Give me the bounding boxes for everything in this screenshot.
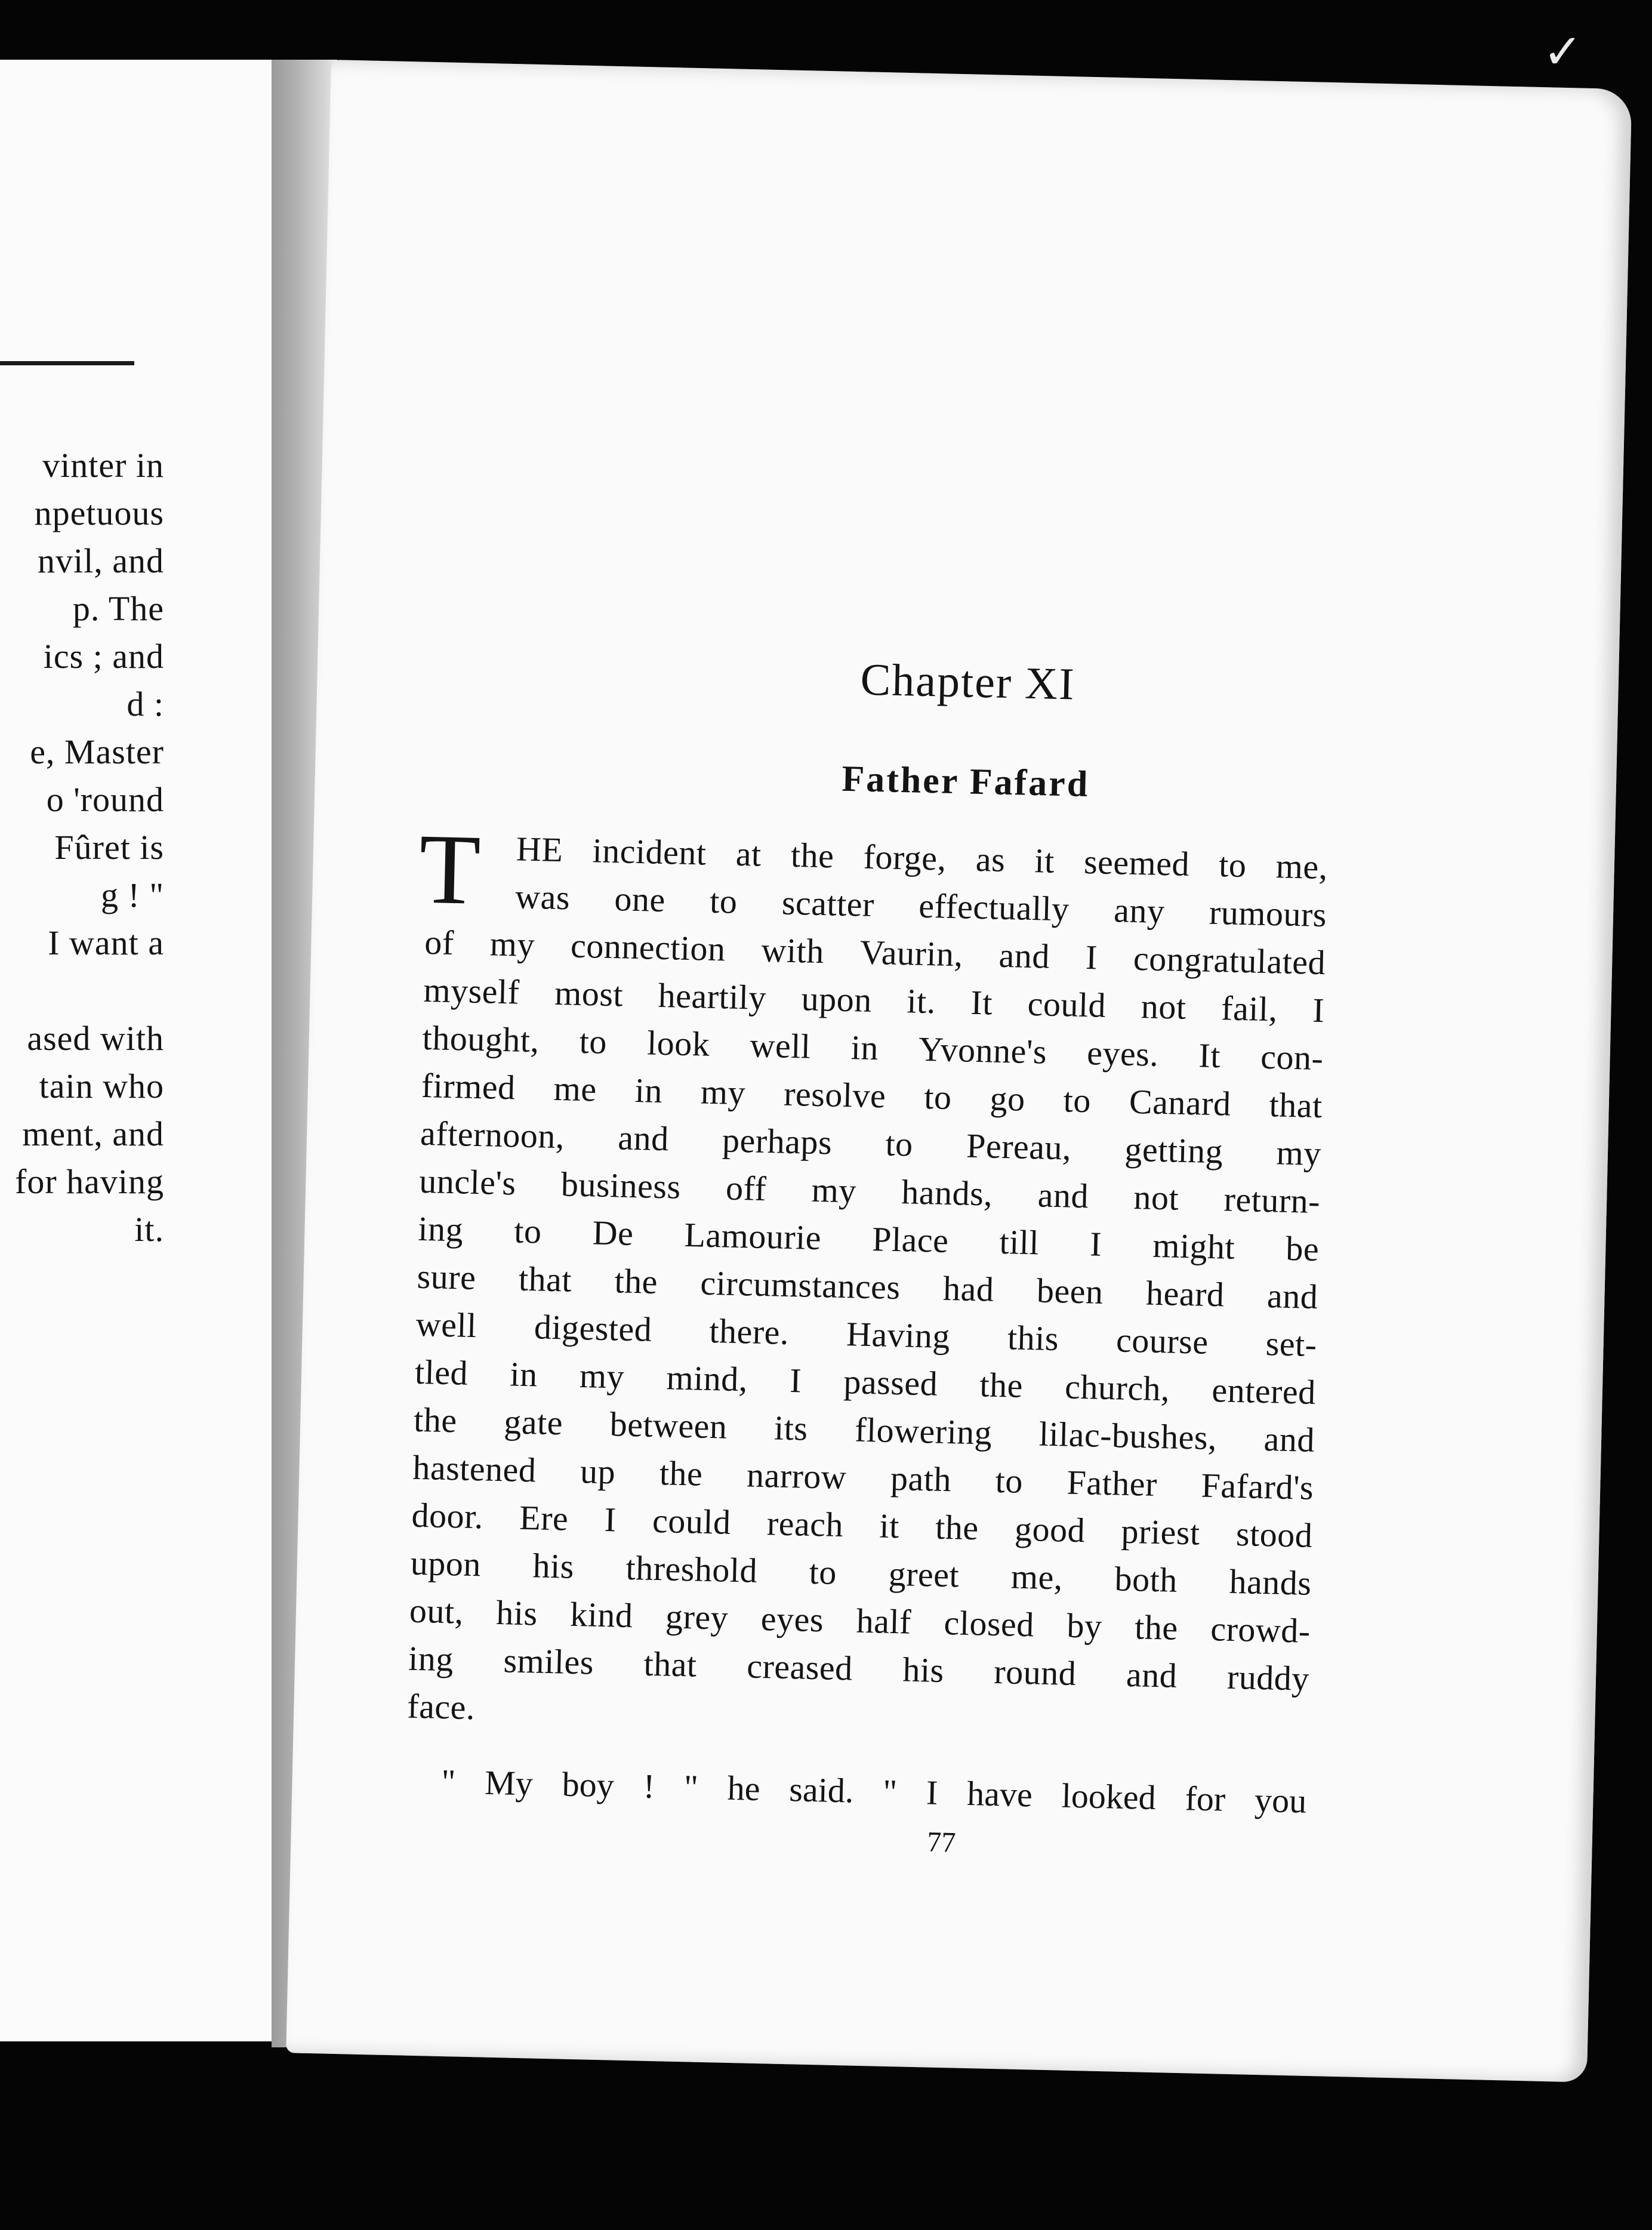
word: flowering: [854, 1410, 993, 1452]
left-page-line: I want a: [48, 923, 164, 962]
word: perhaps: [722, 1120, 833, 1162]
word: half: [856, 1601, 912, 1641]
word: myself: [423, 970, 520, 1012]
word: of: [424, 922, 455, 963]
word: to: [1218, 845, 1247, 885]
word: in: [634, 1070, 663, 1111]
word: I: [604, 1500, 617, 1539]
left-page-line: npetuous: [34, 494, 164, 532]
word: round: [993, 1652, 1077, 1693]
word: ": [440, 1761, 457, 1801]
word: Having: [846, 1314, 951, 1356]
word: ing: [417, 1209, 464, 1249]
word: well: [415, 1304, 477, 1345]
word: grey: [665, 1597, 729, 1637]
word: the: [979, 1365, 1024, 1405]
word: Vaurin,: [859, 932, 964, 974]
word: his: [495, 1593, 538, 1633]
word: Place: [871, 1219, 950, 1260]
word: to: [809, 1552, 837, 1592]
right-page: [286, 60, 1632, 2083]
word: threshold: [625, 1548, 758, 1590]
word: have: [966, 1773, 1033, 1815]
word: mind,: [665, 1358, 748, 1399]
word: his: [902, 1650, 945, 1690]
word: look: [646, 1023, 711, 1064]
word: fail,: [1220, 988, 1278, 1029]
word: Canard: [1129, 1082, 1232, 1123]
word: any: [1113, 891, 1166, 931]
word: narrow: [746, 1455, 847, 1497]
word: boy: [562, 1764, 615, 1805]
left-page-line: o 'round: [46, 780, 164, 819]
chapter-title: Father Fafard: [841, 758, 1090, 805]
word: in: [509, 1354, 538, 1394]
word: connection: [570, 926, 726, 969]
word: the: [614, 1261, 658, 1301]
word: return-: [1223, 1179, 1321, 1221]
word: reach: [766, 1504, 844, 1545]
left-page-line: g ! ": [101, 876, 164, 914]
word: kind: [569, 1594, 634, 1635]
word: I: [1312, 990, 1325, 1030]
left-page-line: tain who: [39, 1067, 164, 1105]
word: looked: [1061, 1776, 1157, 1818]
word: creased: [746, 1646, 853, 1688]
left-page-line: d :: [127, 685, 164, 723]
word: off: [725, 1168, 767, 1209]
word: both: [1114, 1559, 1178, 1600]
word: might: [1152, 1225, 1235, 1267]
word: eyes.: [1086, 1033, 1160, 1074]
word: me: [553, 1068, 597, 1109]
word: getting: [1124, 1129, 1223, 1171]
word: and: [998, 935, 1050, 976]
word: Lamourie: [683, 1215, 822, 1258]
word: in: [850, 1028, 879, 1068]
word: Yvonne's: [918, 1029, 1047, 1071]
word: out,: [409, 1591, 464, 1631]
word: hands,: [901, 1172, 993, 1213]
word: up: [580, 1452, 616, 1492]
word: passed: [843, 1362, 938, 1403]
word: had: [942, 1268, 995, 1309]
left-page-line: nvil, and: [38, 541, 164, 580]
word: church,: [1064, 1367, 1170, 1409]
section-divider-rule: [0, 361, 134, 365]
word: forge,: [863, 837, 947, 878]
chapter-heading: Chapter XI: [859, 654, 1076, 710]
word: course: [1115, 1320, 1209, 1362]
word: as: [975, 839, 1006, 879]
word: Father: [1067, 1462, 1158, 1504]
word: smiles: [503, 1641, 594, 1682]
word: by: [1066, 1606, 1103, 1646]
word: con-: [1260, 1037, 1324, 1078]
word: tled: [414, 1352, 469, 1393]
word: not: [1141, 987, 1187, 1027]
word: path: [890, 1458, 952, 1499]
left-page-line: e, Master: [30, 732, 164, 771]
word: the: [1134, 1607, 1179, 1647]
word: this: [1007, 1318, 1059, 1359]
word: to: [1063, 1080, 1092, 1120]
word: he: [727, 1768, 761, 1809]
word: resolve: [783, 1074, 886, 1116]
word: heartily: [658, 975, 767, 1017]
word: to: [884, 1124, 914, 1164]
word: set-: [1265, 1324, 1318, 1365]
word: hastened: [412, 1447, 537, 1490]
drop-cap: T: [418, 813, 482, 926]
left-page-line: p. The: [72, 589, 164, 628]
left-page-line: Fûret is: [54, 828, 164, 867]
word: upon: [801, 979, 873, 1019]
word: stood: [1235, 1514, 1313, 1555]
page-number: 77: [926, 1826, 957, 1859]
word: and: [1266, 1276, 1319, 1317]
word: you: [1254, 1780, 1307, 1821]
word: to: [923, 1077, 953, 1117]
word: business: [560, 1165, 682, 1206]
word: crowd-: [1210, 1609, 1311, 1650]
chapter-body: [406, 813, 1329, 1751]
word: sure: [417, 1256, 477, 1298]
word: ing: [408, 1638, 454, 1679]
word: that: [1268, 1085, 1323, 1126]
word: Fafard's: [1200, 1465, 1314, 1507]
word: and: [1037, 1175, 1089, 1216]
word: effectually: [918, 886, 1070, 929]
word: at: [735, 834, 762, 874]
word: with: [761, 930, 825, 971]
word: ": [683, 1767, 699, 1807]
word: to: [709, 881, 738, 921]
word: It: [1198, 1036, 1221, 1076]
word: eyes: [760, 1599, 824, 1640]
word: I: [789, 1361, 802, 1400]
word: not: [1133, 1178, 1179, 1218]
word: my: [811, 1170, 857, 1211]
word: and: [1126, 1655, 1178, 1695]
word: his: [532, 1546, 575, 1586]
word: good: [1014, 1509, 1086, 1550]
word: hands: [1228, 1561, 1312, 1603]
word: its: [773, 1408, 809, 1448]
word: my: [489, 924, 535, 965]
word: afternoon,: [420, 1113, 565, 1156]
word: Pereau,: [966, 1126, 1072, 1168]
word: go: [989, 1079, 1026, 1119]
word: priest: [1121, 1511, 1201, 1553]
word: entered: [1211, 1370, 1317, 1412]
word: to: [513, 1211, 543, 1251]
word: I: [926, 1773, 939, 1812]
word: there.: [708, 1311, 790, 1352]
word: heard: [1145, 1273, 1225, 1314]
word: uncle's: [418, 1161, 517, 1203]
word: upon: [410, 1543, 482, 1584]
word: it.: [906, 981, 936, 1021]
left-page: [0, 60, 278, 2041]
word: to: [579, 1021, 608, 1061]
word: it: [1034, 841, 1055, 880]
word: ": [882, 1772, 898, 1812]
left-page-line: for having: [15, 1162, 164, 1201]
word: incident: [592, 831, 707, 873]
body-line: face.: [406, 1686, 476, 1727]
word: It: [970, 982, 993, 1022]
word: said.: [788, 1770, 855, 1810]
word: closed: [943, 1603, 1035, 1644]
left-page-line: ment, and: [22, 1114, 164, 1153]
word: it: [879, 1506, 900, 1546]
scan-mark-icon: ✓: [1543, 24, 1583, 79]
word: My: [484, 1763, 534, 1803]
word: the: [413, 1400, 458, 1440]
word: I: [1085, 938, 1098, 977]
word: been: [1036, 1271, 1104, 1311]
word: the: [790, 835, 835, 876]
word: for: [1184, 1779, 1226, 1819]
word: firmed: [421, 1065, 516, 1107]
word: that: [518, 1259, 572, 1299]
word: well: [749, 1025, 812, 1066]
word: my: [1275, 1133, 1322, 1173]
left-page-line: vinter in: [42, 446, 164, 485]
word: most: [554, 973, 624, 1014]
word: thought,: [422, 1018, 540, 1060]
left-page-line: ics ; and: [43, 637, 164, 676]
word: my: [700, 1072, 746, 1113]
word: could: [1027, 984, 1107, 1025]
word: De: [592, 1213, 634, 1253]
word: congratulated: [1133, 938, 1326, 982]
word: HE: [516, 829, 564, 870]
word: the: [659, 1453, 704, 1493]
word: was: [514, 877, 571, 917]
word: be: [1285, 1228, 1320, 1269]
word: me,: [1010, 1557, 1064, 1597]
word: to: [995, 1461, 1024, 1501]
word: door.: [411, 1495, 484, 1536]
word: greet: [888, 1554, 960, 1595]
word: scatter: [781, 883, 875, 924]
word: between: [609, 1404, 728, 1446]
word: Ere: [519, 1498, 569, 1538]
word: circumstances: [699, 1263, 901, 1307]
word: I: [1089, 1224, 1102, 1264]
word: and: [617, 1118, 670, 1159]
left-page-line: ased with: [27, 1019, 164, 1058]
word: ruddy: [1226, 1657, 1310, 1698]
word: till: [998, 1222, 1040, 1262]
word: the: [935, 1507, 979, 1548]
word: and: [1263, 1419, 1315, 1459]
word: !: [643, 1766, 655, 1806]
word: me,: [1275, 846, 1329, 887]
word: my: [579, 1356, 625, 1396]
word: that: [643, 1644, 698, 1684]
word: could: [652, 1501, 732, 1542]
word: seemed: [1083, 842, 1190, 883]
word: digested: [534, 1307, 653, 1349]
word: rumours: [1209, 892, 1327, 935]
word: gate: [503, 1402, 563, 1443]
left-page-line: it.: [134, 1210, 164, 1249]
dialogue-line: [405, 1757, 1307, 1825]
word: lilac-bushes,: [1038, 1414, 1218, 1458]
word: one: [614, 879, 666, 920]
